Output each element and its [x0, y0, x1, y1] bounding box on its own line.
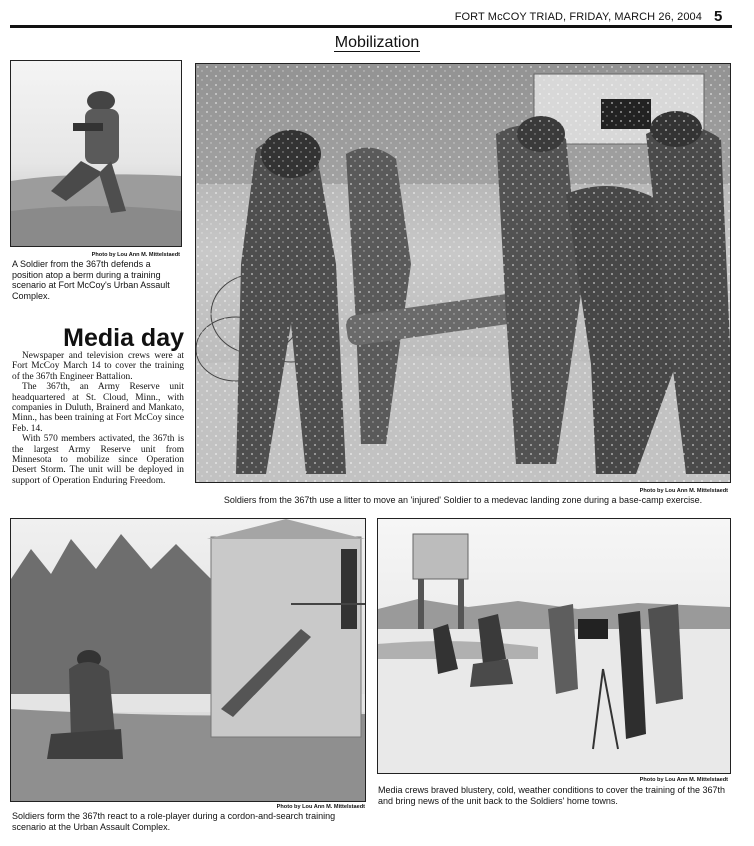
article-paragraph: With 570 members activated, the 367th is the largest Army Reserve unit from Minnesota to mobilize since Operation Desert Storm. The unit will be deployed in support of Operation Enduring Freedom. — [12, 434, 184, 486]
caption-top-left: A Soldier from the 367th defends a position atop a berm during a training scenario at Fort McCoy's Urban Assault Complex. — [12, 259, 170, 301]
article-headline: Media day — [63, 324, 184, 352]
article-body — [12, 351, 184, 486]
page-number: 5 — [714, 8, 723, 25]
photo-credit-bottom-left: Photo by Lou Ann M. Mittelstaedt — [276, 804, 365, 810]
photo-media-crews — [377, 518, 731, 774]
photo-credit-main: Photo by Lou Ann M. Mittelstaedt — [639, 488, 728, 494]
caption-main: Soldiers from the 367th use a litter to move an 'injured' Soldier to a medevac landing zone during a base-camp exercise. — [223, 495, 703, 505]
header-rule — [10, 25, 732, 28]
photo-credit-top-left: Photo by Lou Ann M. Mittelstaedt — [91, 252, 180, 258]
caption-bottom-right: Media crews braved blustery, cold, weather conditions to cover the training of the 367th and bring news of the unit back to the Soldiers' home towns. — [378, 785, 726, 806]
publication-dateline: FORT McCOY TRIAD, FRIDAY, MARCH 26, 2004 — [454, 11, 702, 23]
photo-berm-soldier — [10, 60, 182, 247]
photo-credit-bottom-right: Photo by Lou Ann M. Mittelstaedt — [639, 777, 728, 783]
photo-cordon-search — [10, 518, 366, 802]
section-heading — [0, 34, 754, 52]
article-paragraph: The 367th, an Army Reserve unit headquartered at St. Cloud, Minn., with companies in Duluth, Brainerd and Mankato, Minn., has been training at Fort McCoy since Feb. 14. — [12, 382, 184, 434]
article-paragraph: Newspaper and television crews were at Fort McCoy March 14 to cover the training of the 367th Engineer Battalion. — [12, 351, 184, 382]
section-title: Mobilization — [334, 34, 420, 51]
photo-litter-carry — [195, 63, 731, 483]
caption-bottom-left: Soldiers form the 367th react to a role-player during a cordon-and-search training scenario at the Urban Assault Complex. — [12, 811, 336, 832]
